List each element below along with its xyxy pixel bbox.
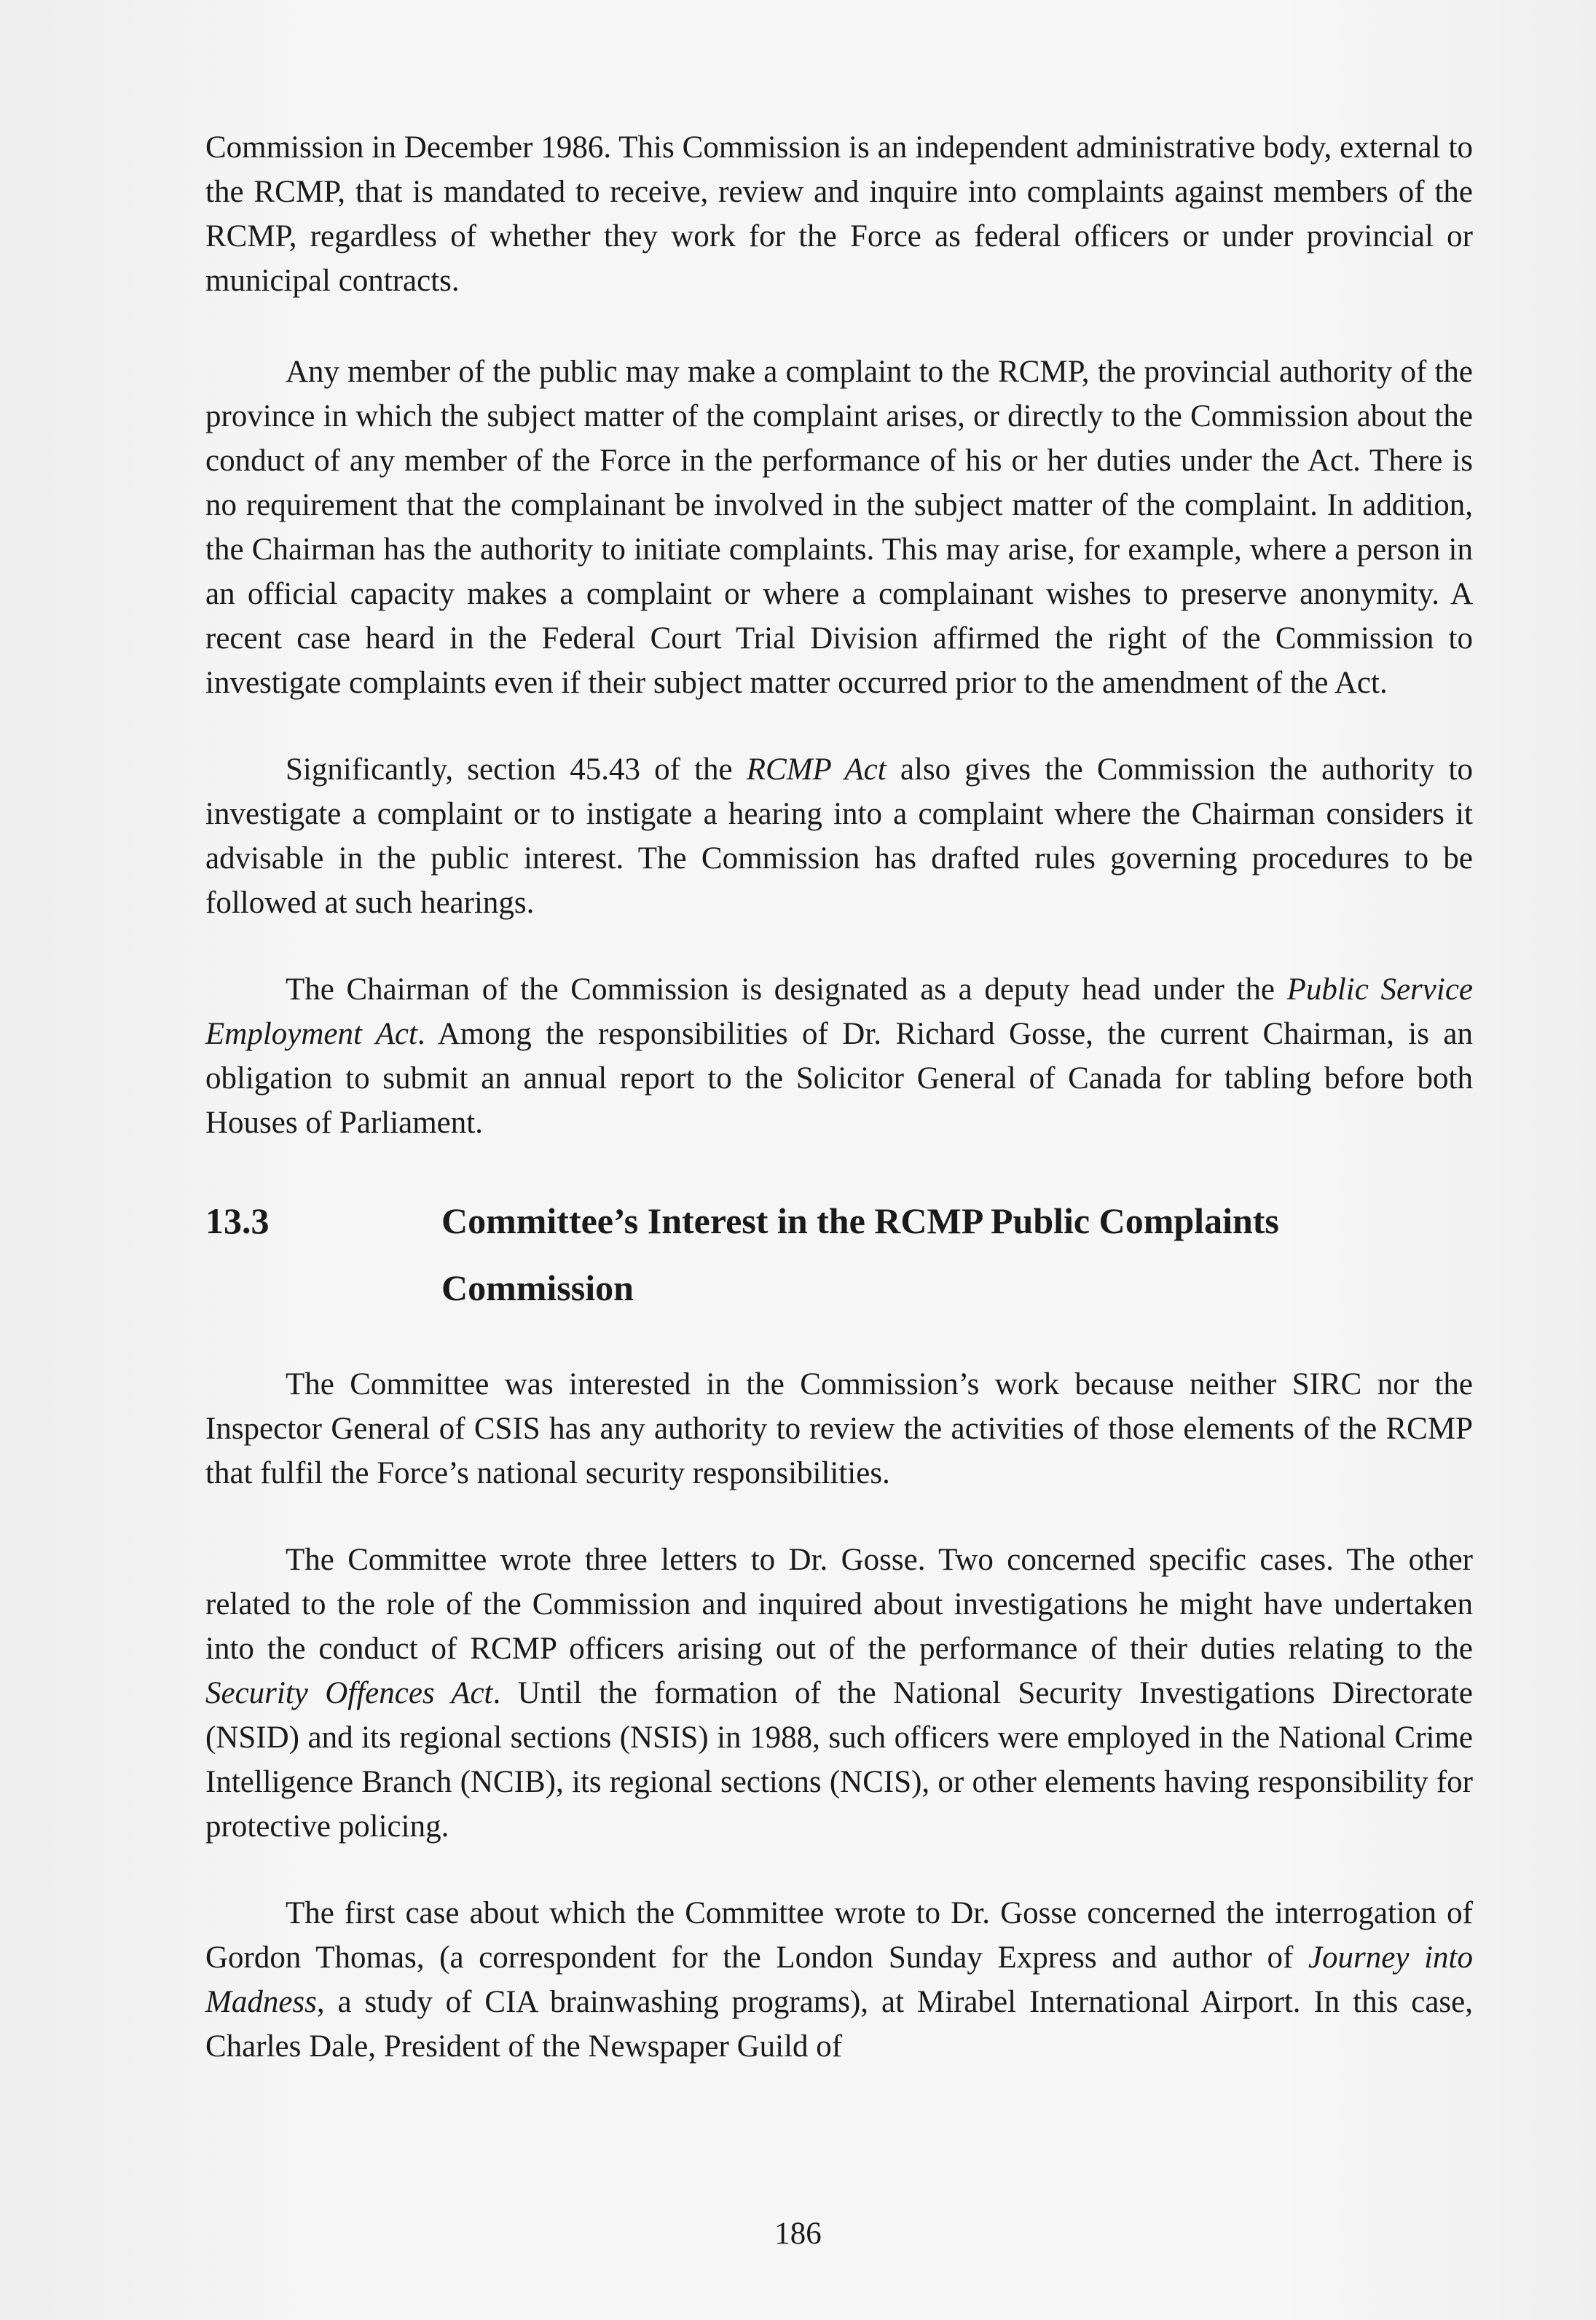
italic-act-title: RCMP Act (746, 752, 887, 787)
italic-book-title: Journey into Madness (205, 1940, 1473, 2019)
paragraph-text: The Committee was interested in the Commission’s work because neither SIRC nor the Inspector General of CSIS has any authority to review the activities of those elements of the RCMP that fulfil the Force’s national security responsibilities. (205, 1367, 1473, 1490)
section-heading (205, 1187, 1473, 1321)
paragraph-text: , a study of CIA brainwashing programs), at Mirabel International Airport. In this case, Charles Dale, President of the Newspaper Guild of (205, 1985, 1473, 2064)
page-body (205, 125, 1473, 2111)
paragraph-first-case (205, 1891, 1473, 2069)
paragraph-section-45-43 (205, 747, 1473, 925)
page-number: 186 (774, 2217, 822, 2251)
section-number: 13.3 (205, 1200, 270, 1241)
italic-act-title: Public Service Employment Act (205, 972, 1473, 1051)
paragraph-text: Commission in December 1986. This Commission is an independent administrative body, external to the RCMP, that is mandated to receive, review and inquire into complaints against members of the RCMP, regardless of whether they work for the Force as federal officers or under provincial or municipal contracts. (205, 130, 1473, 298)
paragraph-text: also gives the Commission the authority to investigate a complaint or to instigate a hearing into a complaint where the Chairman considers it advisable in the public interest. The Commission has drafted rules governing procedures to be followed at such hearings. (205, 752, 1473, 920)
paragraph-chairman-duties (205, 967, 1473, 1145)
paragraph-public-complaints (205, 350, 1473, 705)
paragraph-text: The first case about which the Committee wrote to Dr. Gosse concerned the interrogation of Gordon Thomas, (a correspondent for the London Sunday Express and author of (205, 1896, 1473, 1975)
paragraph-text: . Until the formation of the National Security Investigations Directorate (NSID) and its regional sections (NSIS) in 1988, such officers were employed in the National Crime Intelligence Branch (NCIB), its regional sections (NCIS), or other elements having responsibility for protective policing. (205, 1676, 1474, 1844)
paragraph-committee-interest (205, 1362, 1473, 1495)
paragraph-text: . Among the responsibilities of Dr. Richard Gosse, the current Chairman, is an obligation to submit an annual report to the Solicitor General of Canada for tabling before both Houses of Parliament. (205, 1017, 1473, 1140)
section-title: Committee’s Interest in the RCMP Public Complaints Commission (441, 1200, 1279, 1308)
paragraph-commission-intro (205, 125, 1473, 303)
paragraph-text: The Committee wrote three letters to Dr. Gosse. Two concerned specific cases. The other related to the role of the Commission and inquired about investigations he might have undertaken into the conduct of RCMP officers arising out of the performance of their duties relating to the (205, 1543, 1473, 1666)
italic-act-title: Security Offences Act (205, 1676, 493, 1710)
paragraph-committee-letters (205, 1538, 1473, 1849)
paragraph-text: Significantly, section 45.43 of the (286, 752, 747, 787)
paragraph-text: Any member of the public may make a complaint to the RCMP, the provincial authority of the province in which the subject matter of the complaint arises, or directly to the Commission about the conduct of any member of the Force in the performance of his or her duties under the Act. There is no requirement that the complainant be involved in the subject matter of the complaint. In addition, the Chairman has the authority to initiate complaints. This may arise, for example, where a person in an official capacity makes a complaint or where a complainant wishes to preserve anonymity. A recent case heard in the Federal Court Trial Division affirmed the right of the Commission to investigate complaints even if their subject matter occurred prior to the amendment of the Act. (205, 355, 1473, 700)
paragraph-text: The Chairman of the Commission is designated as a deputy head under the (286, 972, 1287, 1007)
